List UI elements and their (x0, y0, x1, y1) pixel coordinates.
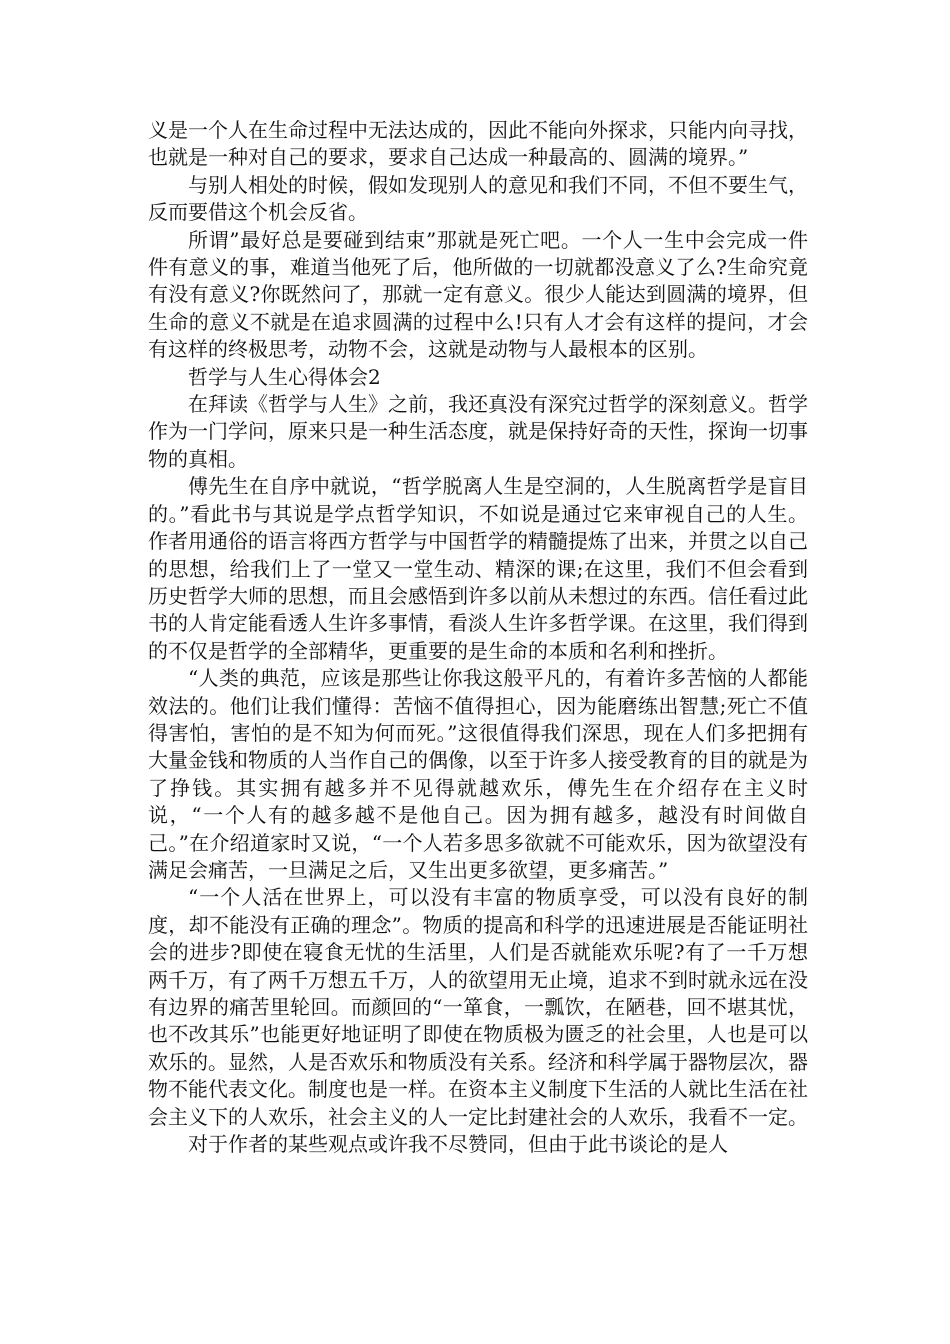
section-heading: 哲学与人生心得体会2 (188, 364, 381, 389)
paragraph-5: 傅先生在自序中就说，“哲学脱离人生是空洞的，人生脱离哲学是盲目的。”看此书与其说是学点哲学知识，不如说是通过它来审视自己的人生。作者用通俗的语言将西方哲学与中国哲学的精髓提炼了出来，并贯之以自己的思想，给我们上了一堂又一堂生动、精深的课;在这里，我们不但会看到历史哲学大师的思想，而且会感悟到许多以前从未想过的东西。信任看过此书的人肯定能看透人生许多事情，看淡人生许多哲学课。在这里，我们得到的不仅是哲学的全部精华，更重要的是生命的本质和名利和挫折。 (148, 474, 808, 663)
paragraph-8: 对于作者的某些观点或许我不尽赞同，但由于此书谈论的是人 (188, 1132, 728, 1157)
paragraph-6: “人类的典范，应该是那些让你我这般平凡的，有着许多苦恼的人都能效法的。他们让我们懂得：苦恼不值得担心，因为能磨练出智慧;死亡不值得害怕，害怕的是不知为何而死。”这很值得我们深思，现在人们多把拥有大量金钱和物质的人当作自己的偶像，以至于许多人接受教育的目的就是为了挣钱。其实拥有越多并不见得就越欢乐，傅先生在介绍存在主义时说，“一个人有的越多越不是他自己。因为拥有越多，越没有时间做自己。”在介绍道家时又说，“一个人若多思多欲就不可能欢乐，因为欲望没有满足会痛苦，一旦满足之后，又生出更多欲望，更多痛苦。” (148, 666, 808, 882)
paragraph-4: 在拜读《哲学与人生》之前，我还真没有深究过哲学的深刻意义。哲学作为一门学问，原来只是一种生活态度，就是保持好奇的天性，探询一切事物的真相。 (148, 392, 808, 471)
paragraph-2: 与别人相处的时候，假如发现别人的意见和我们不同，不但不要生气，反而要借这个机会反省。 (148, 172, 808, 225)
paragraph-7: “一个人活在世界上，可以没有丰富的物质享受，可以没有良好的制度，却不能没有正确的理念”。物质的提高和科学的迅速进展是否能证明社会的进步?即使在寝食无忧的生活里，人们是否就能欢乐呢?有了一千万想两千万，有了两千万想五千万，人的欲望用无止境，追求不到时就永远在没有边界的痛苦里轮回。而颜回的“一箪食，一瓢饮，在陋巷，回不堪其忧，也不改其乐”也能更好地证明了即使在物质极为匮乏的社会里，人也是可以欢乐的。显然，人是否欢乐和物质没有关系。经济和科学属于器物层次，器物不能代表文化。制度也是一样。在资本主义制度下生活的人就比生活在社会主义下的人欢乐，社会主义的人一定比封建社会的人欢乐，我看不一定。 (148, 885, 808, 1129)
paragraph-1: 义是一个人在生命过程中无法达成的，因此不能向外探求，只能内向寻找，也就是一种对自己的要求，要求自己达成一种最高的、圆满的境界。” (148, 118, 808, 170)
document-body (148, 117, 808, 1158)
paragraph-3: 所谓”最好总是要碰到结束”那就是死亡吧。一个人一生中会完成一件件有意义的事，难道当他死了后，他所做的一切就都没意义了么?生命究竟有没有意义?你既然问了，那就一定有意义。很少人能达到圆满的境界，但生命的意义不就是在追求圆满的过程中么!只有人才会有这样的提问，才会有这样的终极思考，动物不会，这就是动物与人最根本的区别。 (148, 227, 808, 362)
